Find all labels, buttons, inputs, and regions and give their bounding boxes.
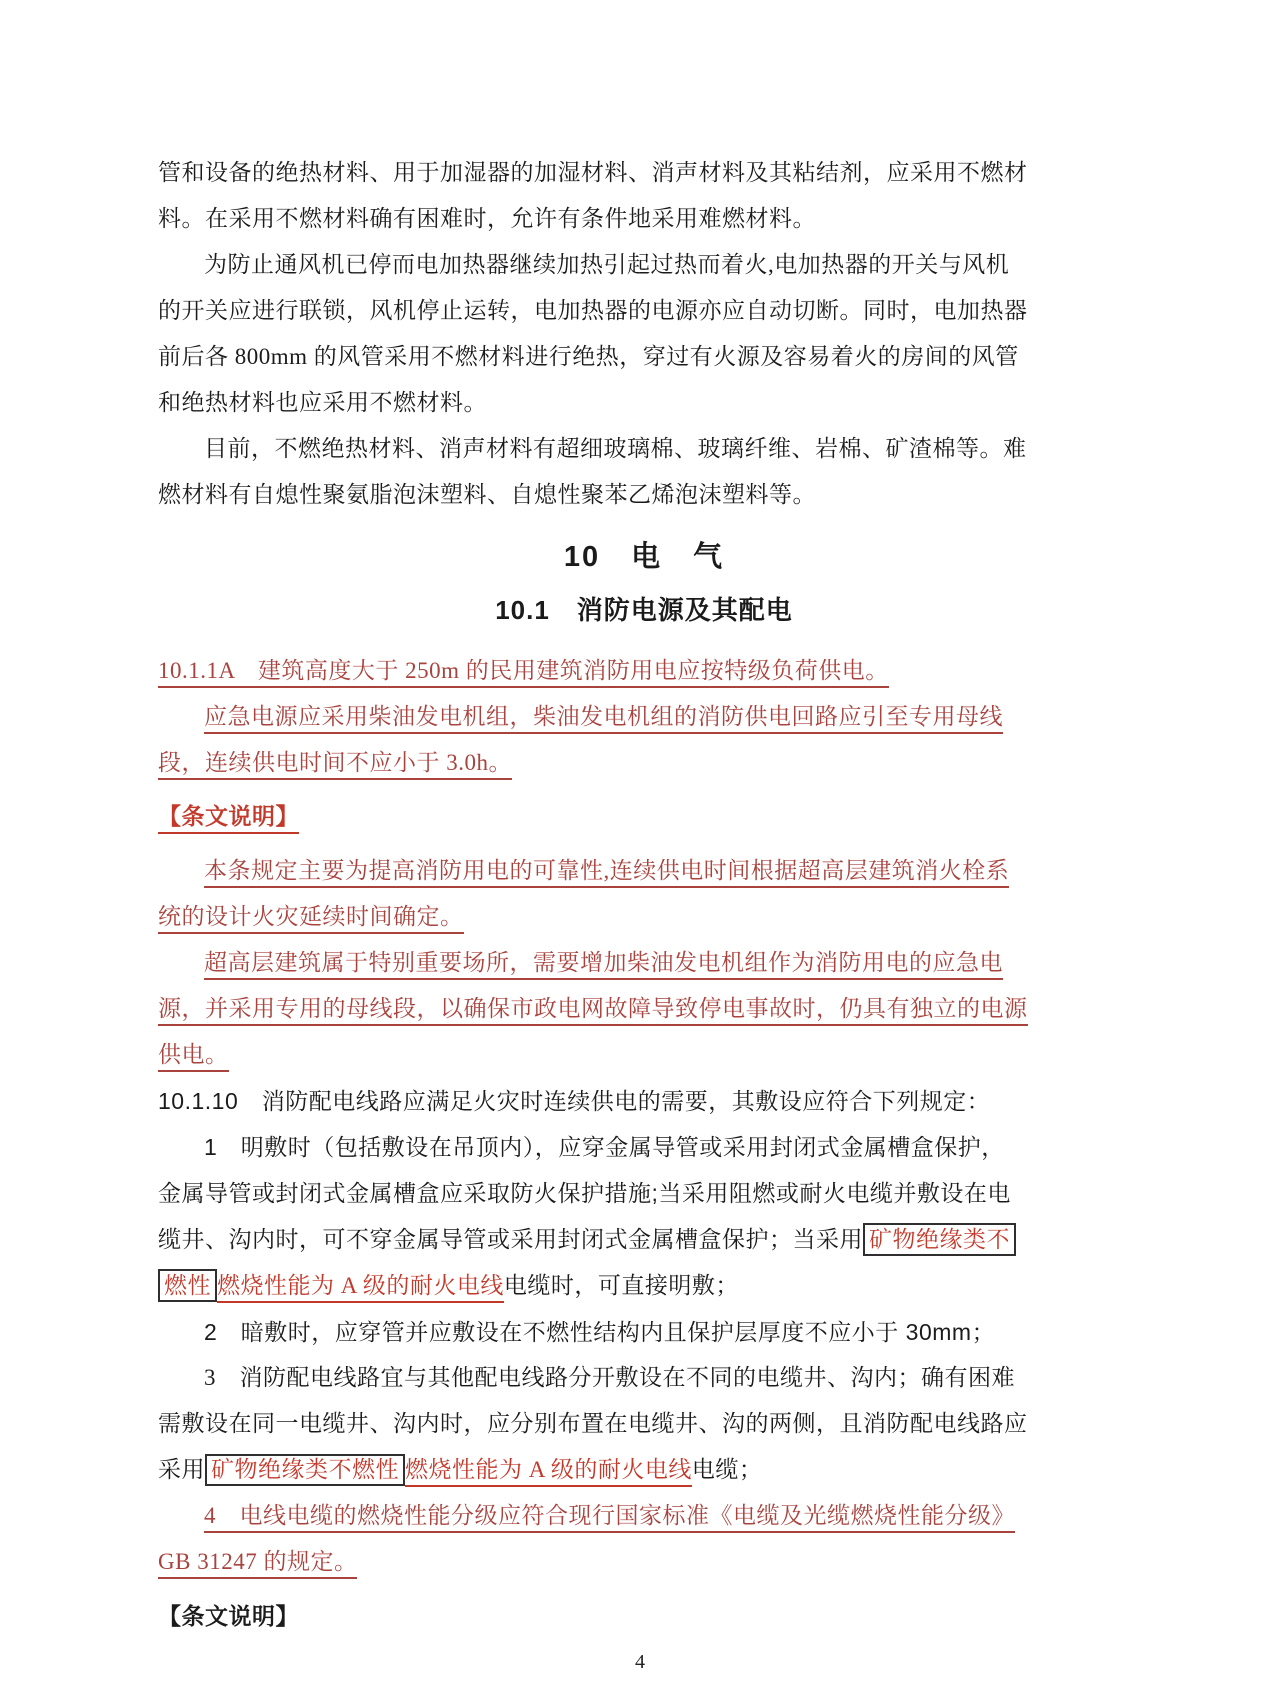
clause-text: 2 暗敷时，应穿管并应敷设在不燃性结构内且保护层厚度不应小于 30mm； xyxy=(204,1319,996,1345)
page-number-text: 4 xyxy=(635,1651,645,1673)
commentary-heading xyxy=(158,794,1130,840)
commentary-text: 本条规定主要为提高消防用电的可靠性,连续供电时间根据超高层建筑消火栓系 xyxy=(204,858,1009,888)
clause-text: 3 消防配电线路宜与其他配电线路分开敷设在不同的电缆井、沟内；确有困难 xyxy=(204,1365,1015,1390)
clause-text: GB 31247 的规定。 xyxy=(158,1549,357,1579)
commentary-line xyxy=(158,1032,1130,1078)
commentary-line xyxy=(158,986,1130,1032)
commentary-heading xyxy=(158,1593,1130,1639)
clause-line xyxy=(158,1447,1130,1493)
paragraph-line xyxy=(158,426,1130,472)
clause-text: 4 电线电缆的燃烧性能分级应符合现行国家标准《电缆及光缆燃烧性能分级》 xyxy=(204,1503,1015,1533)
clause-line xyxy=(158,694,1130,740)
clause-line xyxy=(158,1262,1130,1309)
commentary-heading-text: 【条文说明】 xyxy=(158,804,299,834)
boxed-revision-text: 矿物绝缘类不 xyxy=(863,1223,1016,1256)
clause-text: 10.1.10 消防配电线路应满足火灾时连续供电的需要，其敷设应符合下列规定： xyxy=(158,1088,991,1114)
clause-line xyxy=(158,1216,1130,1262)
clause-text: 需敷设在同一电缆井、沟内时，应分别布置在电缆井、沟的两侧，且消防配电线路应 xyxy=(158,1411,1028,1436)
clause-line xyxy=(158,1170,1130,1216)
paragraph-line xyxy=(158,288,1130,334)
chapter-heading-text: 10 电 气 xyxy=(563,541,725,573)
commentary-heading-text: 【条文说明】 xyxy=(158,1603,299,1629)
clause-line xyxy=(158,1078,1130,1124)
paragraph-text: 目前，不燃绝热材料、消声材料有超细玻璃棉、玻璃纤维、岩棉、矿渣棉等。难 xyxy=(204,436,1027,461)
clause-line xyxy=(158,1355,1130,1401)
commentary-text: 供电。 xyxy=(158,1042,229,1072)
section-heading-text: 10.1 消防电源及其配电 xyxy=(495,595,793,625)
clause-line xyxy=(158,740,1130,786)
clause-line xyxy=(158,1401,1130,1447)
clause-text: 1 明敷时（包括敷设在吊顶内），应穿金属导管或采用封闭式金属槽盒保护， xyxy=(204,1134,1005,1160)
clause-line xyxy=(158,1493,1130,1539)
revision-underlined-text: 燃烧性能为 A 级的耐火电线 xyxy=(217,1273,504,1303)
clause-text: 应急电源应采用柴油发电机组，柴油发电机组的消防供电回路应引至专用母线 xyxy=(204,704,1003,734)
clause-line xyxy=(158,648,1130,694)
page-number xyxy=(0,1651,1280,1674)
boxed-revision-text: 矿物绝缘类不燃性 xyxy=(205,1454,405,1486)
commentary-line xyxy=(158,894,1130,940)
clause-line xyxy=(158,1309,1130,1355)
boxed-revision-text: 燃性 xyxy=(158,1269,217,1302)
commentary-text: 统的设计火灾延续时间确定。 xyxy=(158,904,464,934)
paragraph-text: 为防止通风机已停而电加热器继续加热引起过热而着火,电加热器的开关与风机 xyxy=(204,252,1010,277)
paragraph-line xyxy=(158,380,1130,426)
paragraph-line xyxy=(158,150,1130,196)
revision-underlined-text: 燃烧性能为 A 级的耐火电线 xyxy=(405,1457,692,1487)
commentary-line xyxy=(158,848,1130,894)
paragraph-text: 燃材料有自熄性聚氨脂泡沫塑料、自熄性聚苯乙烯泡沫塑料等。 xyxy=(158,482,816,507)
clause-text: 缆井、沟内时，可不穿金属导管或采用封闭式金属槽盒保护；当采用 xyxy=(158,1226,863,1252)
clause-text: 段，连续供电时间不应小于 3.0h。 xyxy=(158,750,512,780)
clause-text: 金属导管或封闭式金属槽盒应采取防火保护措施;当采用阻燃或耐火电缆并敷设在电 xyxy=(158,1180,1011,1206)
chapter-heading xyxy=(158,532,1130,582)
paragraph-line xyxy=(158,196,1130,242)
commentary-line xyxy=(158,940,1130,986)
clause-text: 电缆时，可直接明敷； xyxy=(503,1272,739,1298)
paragraph-line xyxy=(158,334,1130,380)
paragraph-text: 前后各 800mm 的风管采用不燃材料进行绝热，穿过有火源及容易着火的房间的风管 xyxy=(158,344,1019,369)
clause-text: 电缆； xyxy=(691,1457,763,1482)
paragraph-text: 料。在采用不燃材料确有困难时，允许有条件地采用难燃材料。 xyxy=(158,206,816,231)
paragraph-text: 管和设备的绝热材料、用于加湿器的加湿材料、消声材料及其粘结剂，应采用不燃材 xyxy=(158,160,1028,185)
section-heading xyxy=(158,586,1130,634)
content-area xyxy=(158,150,1130,1639)
commentary-text: 源，并采用专用的母线段，以确保市政电网故障导致停电事故时，仍具有独立的电源 xyxy=(158,996,1028,1026)
clause-line xyxy=(158,1539,1130,1585)
paragraph-line xyxy=(158,242,1130,288)
clause-text: 采用 xyxy=(158,1457,205,1482)
clause-text: 10.1.1A 建筑高度大于 250m 的民用建筑消防用电应按特级负荷供电。 xyxy=(158,658,889,688)
paragraph-line xyxy=(158,472,1130,518)
commentary-text: 超高层建筑属于特别重要场所，需要增加柴油发电机组作为消防用电的应急电 xyxy=(204,950,1003,980)
clause-line xyxy=(158,1124,1130,1170)
paragraph-text: 的开关应进行联锁，风机停止运转，电加热器的电源亦应自动切断。同时，电加热器 xyxy=(158,298,1028,323)
paragraph-text: 和绝热材料也应采用不燃材料。 xyxy=(158,390,487,415)
